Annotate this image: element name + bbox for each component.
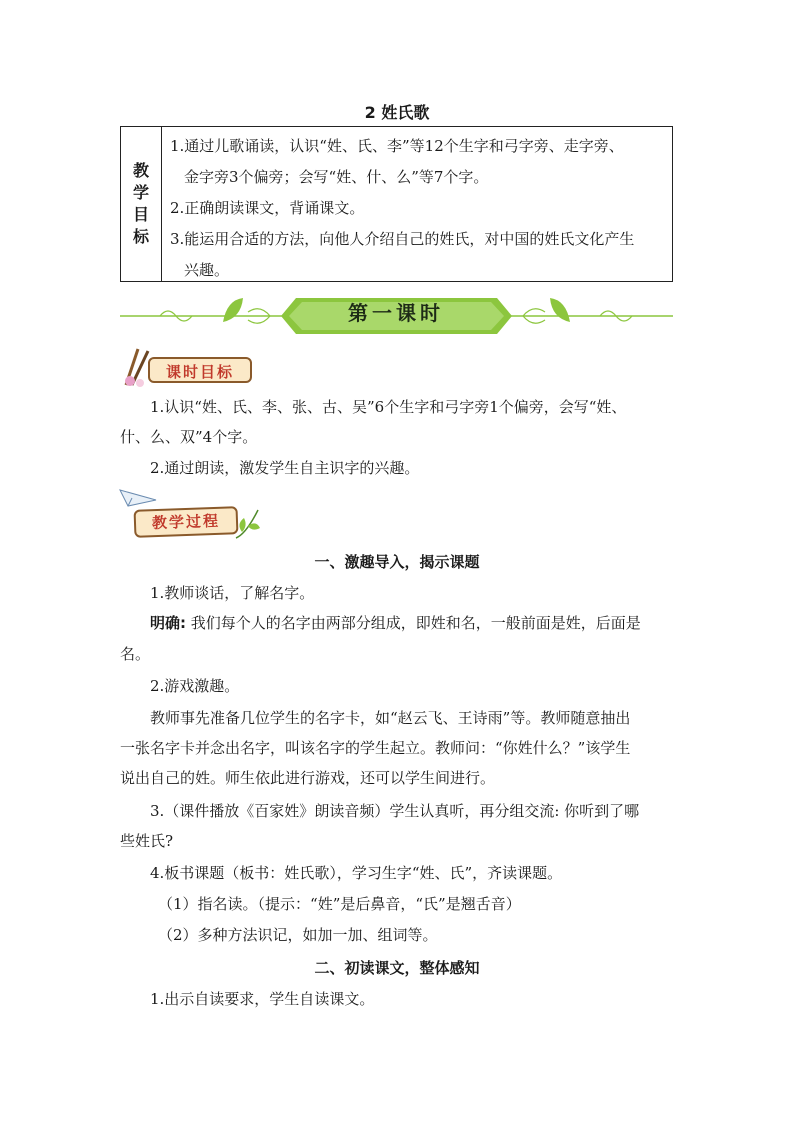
goal-line: 3.能运用合适的方法，向他人介绍自己的姓氏，对中国的姓氏文化产生 (170, 230, 635, 248)
goal-line: 2.正确朗读课文，背诵课文。 (170, 199, 365, 217)
paragraph: 一张名字卡并念出名字，叫该名字的学生起立。教师问：“你姓什么？”该学生 (120, 739, 631, 757)
goals-content (162, 127, 672, 281)
leaf-sprig-icon (232, 506, 262, 540)
paragraph: （1）指名读。（提示：“姓”是后鼻音，“氏”是翘舌音） (158, 895, 521, 913)
teaching-goals-table (120, 126, 673, 282)
leaf-left-icon (223, 298, 243, 322)
paragraph: 3.（课件播放《百家姓》朗读音频）学生认真听，再分组交流: 你听到了哪 (150, 802, 640, 820)
paragraph: 些姓氏? (120, 832, 174, 850)
clarify-paragraph (120, 612, 673, 634)
section-heading: 二、初读课文，整体感知 (314, 959, 480, 977)
goals-label-char: 目 (132, 205, 149, 224)
lesson-goal-line: 2.通过朗读，激发学生自主识字的兴趣。 (150, 459, 420, 477)
paragraph: 1.教师谈话，了解名字。 (150, 584, 315, 602)
goals-label (121, 127, 162, 281)
clarify-text: 我们每个人的名字由两部分组成，即姓和名，一般前面是姓，后面是 (186, 614, 641, 632)
goal-line: 兴趣。 (184, 261, 230, 279)
section-heading: 一、激趣导入，揭示课题 (314, 553, 480, 571)
paragraph: 教师事先准备几位学生的名字卡，如“赵云飞、王诗雨”等。教师随意抽出 (150, 709, 631, 727)
paragraph: 说出自己的姓。师生依此进行游戏，还可以学生间进行。 (120, 769, 496, 787)
goal-line: 金字旁3个偏旁；会写“姓、什、么”等7个字。 (184, 168, 489, 186)
lesson-goal-line: 什、么、双”4个字。 (120, 428, 258, 446)
paragraph: （2）多种方法识记，如加一加、组词等。 (158, 926, 438, 944)
lesson-title: 2 姓氏歌 (364, 103, 430, 122)
paragraph: 1.出示自读要求，学生自读课文。 (150, 990, 375, 1008)
leaf-right-icon (550, 298, 570, 322)
goals-label-char: 学 (132, 183, 149, 202)
paragraph: 名。 (120, 645, 151, 663)
process-tag: 教学过程 (134, 506, 239, 538)
clarify-label: 明确: (150, 614, 186, 632)
lesson-goals-tag: 课时目标 (148, 357, 252, 383)
banner-title: 第一课时 (348, 301, 444, 325)
paragraph: 2.游戏激趣。 (150, 677, 240, 695)
goal-line: 1.通过儿歌诵读，认识“姓、氏、李”等12个生字和弓字旁、走字旁、 (170, 137, 624, 155)
paragraph: 4.板书课题（板书：姓氏歌），学习生字“姓、氏”，齐读课题。 (150, 864, 563, 882)
goals-label-char: 标 (132, 227, 149, 246)
goals-label-char: 教 (132, 161, 149, 180)
lesson-goal-line: 1.认识“姓、氏、李、张、古、吴”6个生字和弓字旁1个偏旁，会写“姓、 (150, 398, 627, 416)
